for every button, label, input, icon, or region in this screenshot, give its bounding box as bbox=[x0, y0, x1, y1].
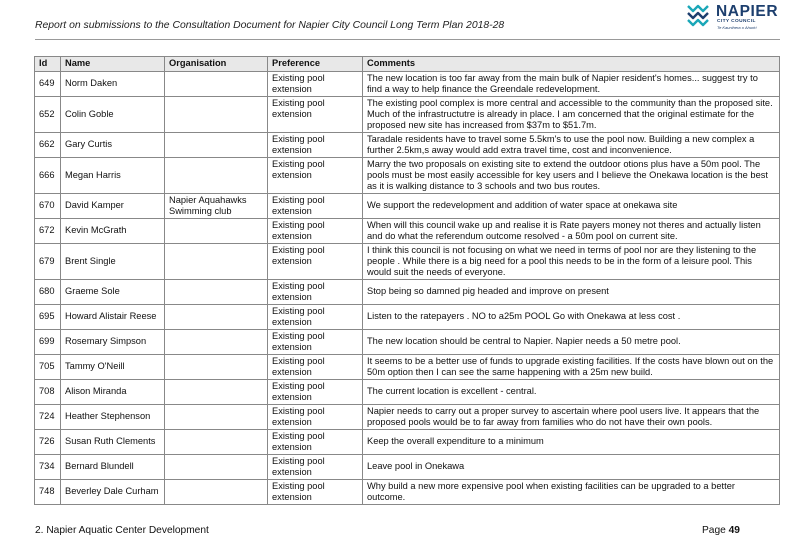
cell-comment: Napier needs to carry out a proper survey to ascertain where pool users live. It appears that the proposed pools would be to far away from families who do not have their own pools. bbox=[363, 405, 780, 430]
cell-organisation bbox=[165, 219, 268, 244]
cell-organisation: Napier Aquahawks Swimming club bbox=[165, 194, 268, 219]
cell-organisation bbox=[165, 97, 268, 133]
table-row bbox=[35, 380, 780, 405]
table-row bbox=[35, 480, 780, 505]
cell-comment: Listen to the ratepayers . NO to a25m POOL Go with Onekawa at less cost . bbox=[363, 305, 780, 330]
column-header-preference: Preference bbox=[268, 57, 363, 72]
cell-preference: Existing pool extension bbox=[268, 244, 363, 280]
cell-preference: Existing pool extension bbox=[268, 219, 363, 244]
cell-name: Norm Daken bbox=[61, 72, 165, 97]
cell-name: Gary Curtis bbox=[61, 133, 165, 158]
cell-id: 708 bbox=[35, 380, 61, 405]
table-row bbox=[35, 305, 780, 330]
column-header-name: Name bbox=[61, 57, 165, 72]
cell-organisation bbox=[165, 430, 268, 455]
cell-comment: The new location is too far away from the main bulk of Napier resident's homes... suggest try to find a way to help finance the Greendale redevelopment. bbox=[363, 72, 780, 97]
cell-organisation bbox=[165, 480, 268, 505]
cell-id: 726 bbox=[35, 430, 61, 455]
cell-preference: Existing pool extension bbox=[268, 305, 363, 330]
cell-comment: When will this council wake up and realise it is Rate payers money not theres and actually listen and do what the referendum outcome resolved - a 50m pool on current site. bbox=[363, 219, 780, 244]
cell-id: 699 bbox=[35, 330, 61, 355]
table-row bbox=[35, 72, 780, 97]
cell-id: 748 bbox=[35, 480, 61, 505]
logo-maori-name: Te Kaunihera o Ahuriri bbox=[717, 25, 757, 30]
logo-name: NAPIER bbox=[716, 3, 779, 20]
table-row bbox=[35, 455, 780, 480]
table-row bbox=[35, 280, 780, 305]
page-label: Page bbox=[702, 525, 726, 536]
cell-preference: Existing pool extension bbox=[268, 405, 363, 430]
cell-id: 649 bbox=[35, 72, 61, 97]
cell-preference: Existing pool extension bbox=[268, 97, 363, 133]
cell-comment: The new location should be central to Napier. Napier needs a 50 metre pool. bbox=[363, 330, 780, 355]
table-row bbox=[35, 430, 780, 455]
column-header-comments: Comments bbox=[363, 57, 780, 72]
cell-name: Colin Goble bbox=[61, 97, 165, 133]
cell-preference: Existing pool extension bbox=[268, 455, 363, 480]
cell-name: Rosemary Simpson bbox=[61, 330, 165, 355]
cell-preference: Existing pool extension bbox=[268, 194, 363, 219]
cell-comment: It seems to be a better use of funds to upgrade existing facilities. If the costs have blown out on the 50m option then I can see the same happening with a 25m new build. bbox=[363, 355, 780, 380]
cell-comment: Leave pool in Onekawa bbox=[363, 455, 780, 480]
footer-section-title: 2. Napier Aquatic Center Development bbox=[35, 525, 209, 536]
cell-preference: Existing pool extension bbox=[268, 158, 363, 194]
table-row bbox=[35, 355, 780, 380]
cell-organisation bbox=[165, 133, 268, 158]
table-row bbox=[35, 219, 780, 244]
cell-name: Heather Stephenson bbox=[61, 405, 165, 430]
cell-id: 679 bbox=[35, 244, 61, 280]
cell-name: Bernard Blundell bbox=[61, 455, 165, 480]
cell-comment: Taradale residents have to travel some 5.5km's to use the pool now. Building a new complex a further 2.5km,s away would add extra travel time, cost and inconvenience. bbox=[363, 133, 780, 158]
table-row bbox=[35, 194, 780, 219]
cell-organisation bbox=[165, 330, 268, 355]
cell-name: Kevin McGrath bbox=[61, 219, 165, 244]
cell-preference: Existing pool extension bbox=[268, 133, 363, 158]
cell-organisation bbox=[165, 305, 268, 330]
header-divider bbox=[35, 39, 780, 40]
logo-subtitle: CITY COUNCIL bbox=[717, 19, 756, 24]
cell-comment: The current location is excellent - central. bbox=[363, 380, 780, 405]
cell-name: Howard Alistair Reese bbox=[61, 305, 165, 330]
table-row bbox=[35, 97, 780, 133]
cell-name: David Kamper bbox=[61, 194, 165, 219]
cell-comment: Keep the overall expenditure to a minimum bbox=[363, 430, 780, 455]
cell-organisation bbox=[165, 72, 268, 97]
table-row bbox=[35, 244, 780, 280]
cell-preference: Existing pool extension bbox=[268, 280, 363, 305]
cell-name: Susan Ruth Clements bbox=[61, 430, 165, 455]
cell-id: 695 bbox=[35, 305, 61, 330]
cell-organisation bbox=[165, 380, 268, 405]
cell-id: 680 bbox=[35, 280, 61, 305]
cell-comment: We support the redevelopment and addition of water space at onekawa site bbox=[363, 194, 780, 219]
cell-organisation bbox=[165, 280, 268, 305]
table-row bbox=[35, 133, 780, 158]
cell-organisation bbox=[165, 355, 268, 380]
table-row bbox=[35, 330, 780, 355]
cell-comment: The existing pool complex is more central and accessible to the community than the proposed site. Much of the infrastructutre is already in place. I am concerned that the original estimate for the proposed new site has increased from $37m to $51.7m. bbox=[363, 97, 780, 133]
cell-name: Beverley Dale Curham bbox=[61, 480, 165, 505]
cell-id: 705 bbox=[35, 355, 61, 380]
cell-preference: Existing pool extension bbox=[268, 355, 363, 380]
table-row bbox=[35, 405, 780, 430]
cell-id: 734 bbox=[35, 455, 61, 480]
cell-organisation bbox=[165, 405, 268, 430]
cell-preference: Existing pool extension bbox=[268, 380, 363, 405]
cell-name: Alison Miranda bbox=[61, 380, 165, 405]
cell-name: Graeme Sole bbox=[61, 280, 165, 305]
napier-city-council-logo bbox=[684, 2, 784, 36]
cell-preference: Existing pool extension bbox=[268, 430, 363, 455]
wave-logo-icon bbox=[684, 2, 714, 32]
cell-organisation bbox=[165, 455, 268, 480]
column-header-organisation: Organisation bbox=[165, 57, 268, 72]
cell-id: 672 bbox=[35, 219, 61, 244]
cell-preference: Existing pool extension bbox=[268, 330, 363, 355]
cell-name: Brent Single bbox=[61, 244, 165, 280]
cell-id: 670 bbox=[35, 194, 61, 219]
footer-page-number bbox=[702, 525, 740, 536]
submissions-table bbox=[34, 56, 780, 505]
page-number: 49 bbox=[728, 525, 740, 536]
cell-id: 652 bbox=[35, 97, 61, 133]
column-header-id: Id bbox=[35, 57, 61, 72]
table-row bbox=[35, 158, 780, 194]
cell-name: Tammy O'Neill bbox=[61, 355, 165, 380]
cell-comment: I think this council is not focusing on what we need in terms of pool nor are they listening to the people . While there is a big need for a pool this needs to be in the form of a leisure pool. This would suit the needs of everyone. bbox=[363, 244, 780, 280]
cell-organisation bbox=[165, 158, 268, 194]
cell-preference: Existing pool extension bbox=[268, 480, 363, 505]
cell-comment: Why build a new more expensive pool when existing facilities can be upgraded to a better outcome. bbox=[363, 480, 780, 505]
cell-preference: Existing pool extension bbox=[268, 72, 363, 97]
cell-name: Megan Harris bbox=[61, 158, 165, 194]
cell-comment: Marry the two proposals on existing site to extend the outdoor otions plus have a 50m pool. The pools must be most easily accessible for key users and I believe the Onekawa location is the best as it is walking distance to 3 schools and two bus routes. bbox=[363, 158, 780, 194]
table-header-row bbox=[35, 57, 780, 72]
cell-id: 662 bbox=[35, 133, 61, 158]
cell-organisation bbox=[165, 244, 268, 280]
cell-id: 724 bbox=[35, 405, 61, 430]
cell-id: 666 bbox=[35, 158, 61, 194]
report-title: Report on submissions to the Consultation Document for Napier City Council Long Term Plan 2018-28 bbox=[35, 20, 505, 31]
cell-comment: Stop being so damned pig headed and improve on present bbox=[363, 280, 780, 305]
